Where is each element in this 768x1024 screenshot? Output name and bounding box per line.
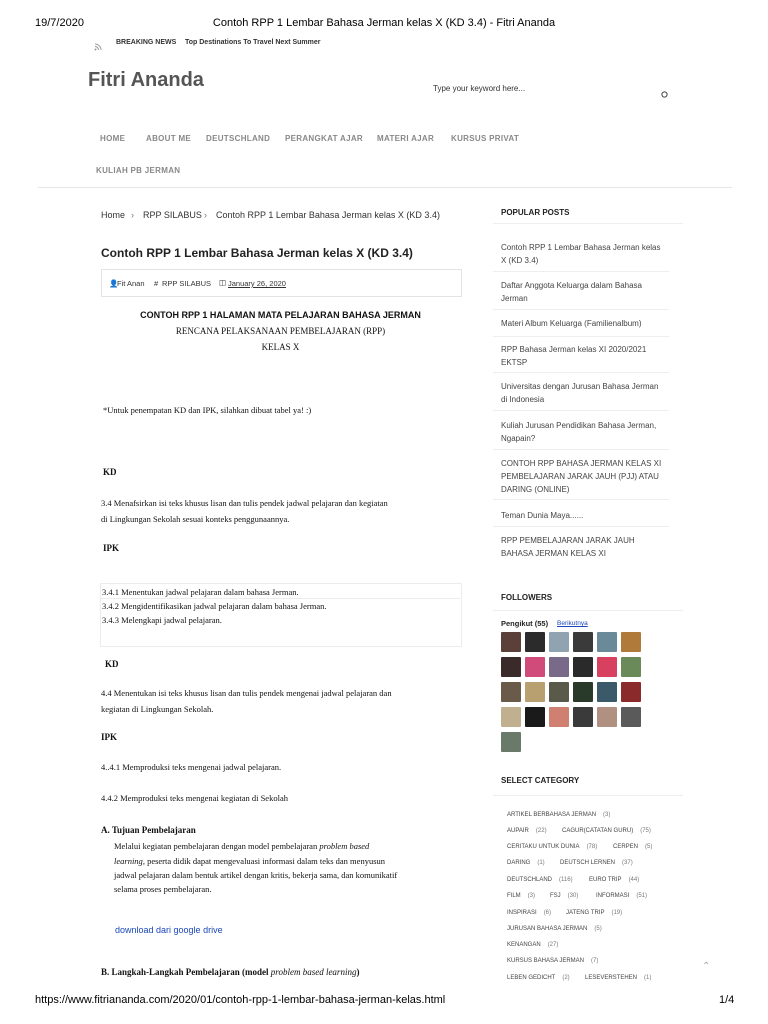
popular-post-link[interactable]: CONTOH RPP BAHASA JERMAN KELAS XI PEMBELAJARAN JARAK JAUH (PJJ) ATAU DARING (ONLINE) bbox=[501, 459, 662, 494]
follower-avatar[interactable] bbox=[597, 657, 617, 677]
follower-avatar[interactable] bbox=[549, 632, 569, 652]
print-url: https://www.fitriananda.com/2020/01/contoh-rpp-1-lembar-bahasa-jerman-kelas.html bbox=[35, 994, 446, 1006]
category-tag[interactable] bbox=[507, 812, 610, 818]
category-count: (6) bbox=[543, 910, 552, 916]
follower-avatar[interactable] bbox=[501, 657, 521, 677]
follower-avatar[interactable] bbox=[549, 682, 569, 702]
rpp-heading-2: RENCANA PELAKSANAAN PEMBELAJARAN (RPP) bbox=[175, 326, 386, 336]
category-name: KURSUS BAHASA JERMAN bbox=[507, 958, 585, 964]
section-a-line1 bbox=[114, 841, 460, 851]
print-date: 19/7/2020 bbox=[35, 17, 84, 29]
follower-avatar[interactable] bbox=[549, 657, 569, 677]
category-tag[interactable] bbox=[613, 844, 652, 850]
follower-avatar[interactable] bbox=[501, 682, 521, 702]
breaking-news-text[interactable]: Top Destinations To Travel Next Summer bbox=[185, 39, 321, 46]
popular-post-separator bbox=[493, 271, 669, 272]
follower-avatar[interactable] bbox=[549, 707, 569, 727]
kd2-label: KD bbox=[105, 659, 119, 669]
popular-post-separator bbox=[493, 499, 669, 500]
nav-kuliah-pb-jerman[interactable]: KULIAH PB JERMAN bbox=[96, 166, 181, 175]
sidebar-divider bbox=[493, 795, 683, 796]
popular-post-separator bbox=[493, 309, 669, 310]
follower-avatar[interactable] bbox=[621, 632, 641, 652]
breadcrumb-category[interactable]: RPP SILABUS bbox=[143, 210, 202, 220]
kd1-text-line1: 3.4 Menafsirkan isi teks khusus lisan dan tulis pendek jadwal pelajaran dan kegiatan bbox=[101, 498, 388, 508]
category-count: (51) bbox=[636, 893, 648, 899]
kd2-text-line1: 4.4 Menentukan isi teks khusus lisan dan tulis pendek mengenai jadwal pelajaran dan bbox=[101, 688, 392, 698]
nav-divider bbox=[38, 187, 732, 188]
category-tag[interactable] bbox=[507, 893, 535, 899]
popular-post-separator bbox=[493, 526, 669, 527]
search-icon[interactable] bbox=[661, 85, 668, 92]
category-tag[interactable] bbox=[589, 877, 639, 883]
sidebar-divider bbox=[493, 223, 683, 224]
category-tag[interactable] bbox=[585, 975, 651, 981]
follower-avatar[interactable] bbox=[525, 682, 545, 702]
scroll-to-top-icon[interactable]: ⌃ bbox=[702, 961, 711, 972]
select-category-title: SELECT CATEGORY bbox=[501, 776, 580, 785]
follower-avatar[interactable] bbox=[621, 707, 641, 727]
category-name: JURUSAN BAHASA JERMAN bbox=[507, 926, 588, 932]
popular-post-link[interactable]: RPP PEMBELAJARAN JARAK JAUH BAHASA JERMAN KELAS XI bbox=[501, 536, 635, 558]
category-name: EURO TRIP bbox=[589, 877, 622, 883]
section-b-title bbox=[101, 967, 359, 977]
section-a-line2 bbox=[114, 856, 385, 866]
category-count: (78) bbox=[586, 844, 598, 850]
ipk1-item: 3.4.1 Menentukan jadwal pelajaran dalam bahasa Jerman. bbox=[102, 587, 299, 597]
category-tag[interactable] bbox=[550, 893, 578, 899]
follower-avatar[interactable] bbox=[501, 632, 521, 652]
category-count: (30) bbox=[567, 893, 579, 899]
follower-avatar[interactable] bbox=[573, 682, 593, 702]
category-tag[interactable] bbox=[507, 828, 547, 834]
popular-post-link[interactable]: RPP Bahasa Jerman kelas XI 2020/2021 EKTSP bbox=[501, 345, 647, 367]
popular-post-link[interactable]: Teman Dunia Maya...... bbox=[501, 511, 584, 520]
breadcrumb-separator: › bbox=[204, 210, 207, 220]
popular-post-link[interactable]: Daftar Anggota Keluarga dalam Bahasa Jerman bbox=[501, 281, 642, 303]
follower-avatar[interactable] bbox=[597, 682, 617, 702]
category-count: (22) bbox=[535, 828, 547, 834]
kd2-text-line2: kegiatan di Lingkungan Sekolah. bbox=[101, 704, 214, 714]
category-name: JATENG TRIP bbox=[566, 910, 605, 916]
follower-avatar[interactable] bbox=[597, 707, 617, 727]
post-date[interactable]: January 26, 2020 bbox=[228, 279, 286, 288]
rpp-heading-3: KELAS X bbox=[261, 342, 300, 352]
ipk2-label: IPK bbox=[101, 732, 118, 742]
category-count: (5) bbox=[594, 926, 602, 932]
download-link[interactable]: download dari google drive bbox=[115, 925, 223, 935]
table-note: *Untuk penempatan KD dan IPK, silahkan dibuat tabel ya! :) bbox=[103, 405, 312, 415]
category-count: (44) bbox=[628, 877, 640, 883]
ipk2-item: 4.4.2 Memproduksi teks mengenai kegiatan di Sekolah bbox=[101, 793, 288, 803]
category-name: CERITAKU UNTUK DUNIA bbox=[507, 844, 580, 850]
category-count: (75) bbox=[640, 828, 651, 834]
follower-avatar[interactable] bbox=[501, 732, 521, 752]
category-tag[interactable] bbox=[507, 877, 573, 883]
category-name: AUPAIR bbox=[507, 828, 529, 834]
category-name: CERPEN bbox=[613, 844, 639, 850]
section-a-line2-text: , peserta didik dapat mengevaluasi informasi dalam teks dan menyusun bbox=[142, 856, 385, 866]
kd1-label: KD bbox=[103, 467, 117, 477]
category-count: (3) bbox=[527, 893, 536, 899]
site-logo[interactable]: Fitri Ananda bbox=[88, 69, 204, 91]
category-count: (1) bbox=[644, 975, 652, 981]
category-icon: # bbox=[154, 279, 159, 288]
follower-avatar[interactable] bbox=[525, 632, 545, 652]
follower-avatar[interactable] bbox=[525, 707, 545, 727]
category-name: FSJ bbox=[550, 893, 561, 899]
nav-about-me[interactable]: ABOUT ME bbox=[146, 134, 192, 143]
popular-post-link[interactable]: Universitas dengan Jurusan Bahasa Jerman di Indonesia bbox=[501, 382, 659, 404]
followers-count: Pengikut (55) bbox=[501, 619, 549, 628]
nav-deutschland[interactable]: DEUTSCHLAND bbox=[206, 134, 271, 143]
category-name: ARTIKEL BERBAHASA JERMAN bbox=[507, 812, 597, 818]
follower-avatar[interactable] bbox=[525, 657, 545, 677]
category-count: (37) bbox=[622, 860, 633, 866]
nav-perangkat-ajar[interactable]: PERANGKAT AJAR bbox=[285, 134, 363, 143]
breadcrumb-home[interactable]: Home bbox=[101, 210, 126, 220]
ipk2-item: 4..4.1 Memproduksi teks mengenai jadwal pelajaran. bbox=[101, 762, 282, 772]
popular-post-separator bbox=[493, 372, 669, 373]
category-tag[interactable] bbox=[507, 975, 570, 981]
category-tag[interactable] bbox=[507, 910, 551, 916]
nav-kursus-privat[interactable]: KURSUS PRIVAT bbox=[451, 134, 520, 143]
category-name: INSPIRASI bbox=[507, 910, 537, 916]
category-count: (3) bbox=[603, 812, 611, 818]
ipk1-label: IPK bbox=[103, 543, 120, 553]
category-tag[interactable] bbox=[566, 910, 622, 916]
nav-home[interactable]: HOME bbox=[100, 134, 126, 143]
follower-avatar[interactable] bbox=[573, 632, 593, 652]
popular-post-link[interactable]: Kuliah Jurusan Pendidikan Bahasa Jerman, Ngapain? bbox=[501, 421, 657, 443]
breadcrumb-current: Contoh RPP 1 Lembar Bahasa Jerman kelas X (KD 3.4) bbox=[216, 210, 440, 220]
calendar-icon: ◫ bbox=[219, 278, 227, 287]
breadcrumb-separator: › bbox=[131, 210, 134, 220]
popular-post-separator bbox=[493, 449, 669, 450]
follower-avatar[interactable] bbox=[621, 657, 641, 677]
category-name: DEUTSCHLAND bbox=[507, 877, 553, 883]
category-tag[interactable] bbox=[562, 828, 651, 834]
section-a-line3: jadwal pelajaran dalam bentuk artikel dengan kritis, bekerja sama, dan komunikatif bbox=[114, 870, 398, 880]
category-tag[interactable] bbox=[596, 893, 647, 899]
category-name: FILM bbox=[507, 893, 521, 899]
category-tag[interactable] bbox=[507, 844, 597, 850]
category-count: (116) bbox=[559, 877, 573, 883]
popular-post-link[interactable]: Materi Album Keluarga (Familienalbum) bbox=[501, 319, 642, 328]
ipk1-item: 3.4.3 Melengkapi jadwal pelajaran. bbox=[102, 615, 222, 625]
popular-posts-title: POPULAR POSTS bbox=[501, 208, 570, 217]
post-category[interactable]: RPP SILABUS bbox=[162, 279, 212, 288]
category-tag[interactable] bbox=[507, 958, 598, 964]
category-name: KENANGAN bbox=[507, 942, 541, 948]
follower-avatar[interactable] bbox=[597, 632, 617, 652]
category-count: (2) bbox=[562, 975, 570, 981]
category-name: DARING bbox=[507, 860, 531, 866]
section-a-title: A. Tujuan Pembelajaran bbox=[101, 825, 196, 835]
category-count: (1) bbox=[537, 860, 545, 866]
print-title: Contoh RPP 1 Lembar Bahasa Jerman kelas X (KD 3.4) - Fitri Ananda bbox=[212, 17, 556, 29]
category-tag[interactable] bbox=[560, 860, 633, 866]
category-name: LEBEN GEDICHT bbox=[507, 975, 556, 981]
section-a-line2-italic: learning bbox=[114, 856, 143, 866]
popular-post-separator bbox=[493, 336, 669, 337]
category-count: (19) bbox=[611, 910, 623, 916]
section-a-line1-italic: problem based bbox=[319, 841, 370, 851]
category-count: (5) bbox=[645, 844, 653, 850]
category-name: CAGUR(CATATAN GURU) bbox=[562, 828, 634, 834]
rss-icon[interactable] bbox=[94, 38, 102, 46]
section-a-line1-text: Melalui kegiatan pembelajaran dengan model pembelajaran bbox=[114, 841, 320, 851]
category-tag[interactable] bbox=[507, 860, 545, 866]
category-tag[interactable] bbox=[507, 942, 558, 948]
section-a-line4: selama proses pembelajaran. bbox=[114, 884, 212, 894]
popular-post-link[interactable]: Contoh RPP 1 Lembar Bahasa Jerman kelas X (KD 3.4) bbox=[501, 243, 661, 265]
section-b-title-end: ) bbox=[356, 967, 360, 977]
kd1-text-line2: di Lingkungan Sekolah sesuai konteks penggunaannya. bbox=[101, 514, 290, 524]
category-name: LESEVERSTEHEN bbox=[585, 975, 638, 981]
category-count: (27) bbox=[547, 942, 559, 948]
print-page-number: 1/4 bbox=[719, 994, 735, 1006]
followers-title: FOLLOWERS bbox=[501, 593, 553, 602]
author-icon: 👤 bbox=[109, 279, 119, 288]
nav-materi-ajar[interactable]: MATERI AJAR bbox=[377, 134, 435, 143]
post-title: Contoh RPP 1 Lembar Bahasa Jerman kelas X (KD 3.4) bbox=[101, 246, 413, 260]
ipk1-item: 3.4.2 Mengidentifikasikan jadwal pelajaran dalam bahasa Jerman. bbox=[102, 601, 327, 611]
rpp-heading-1: CONTOH RPP 1 HALAMAN MATA PELAJARAN BAHASA JERMAN bbox=[140, 310, 421, 320]
followers-next-link[interactable]: Berikutnya bbox=[557, 620, 588, 627]
follower-avatar[interactable] bbox=[573, 657, 593, 677]
breaking-news-label: BREAKING NEWS bbox=[116, 39, 177, 46]
category-tag[interactable] bbox=[507, 926, 602, 932]
category-name: DEUTSCH LERNEN bbox=[560, 860, 616, 866]
sidebar-divider bbox=[493, 610, 683, 611]
section-b-title-italic: problem based learning bbox=[270, 967, 357, 977]
popular-post-separator bbox=[493, 410, 669, 411]
follower-avatar[interactable] bbox=[501, 707, 521, 727]
section-b-title-text: B. Langkah-Langkah Pembelajaran (model bbox=[101, 967, 271, 977]
category-name: INFORMASI bbox=[596, 893, 630, 899]
follower-avatar[interactable] bbox=[573, 707, 593, 727]
post-author[interactable]: Fit Anan bbox=[117, 279, 145, 288]
follower-avatar[interactable] bbox=[621, 682, 641, 702]
table-divider bbox=[100, 598, 460, 599]
category-count: (7) bbox=[591, 958, 599, 964]
search-input[interactable]: Type your keyword here... bbox=[433, 84, 526, 93]
